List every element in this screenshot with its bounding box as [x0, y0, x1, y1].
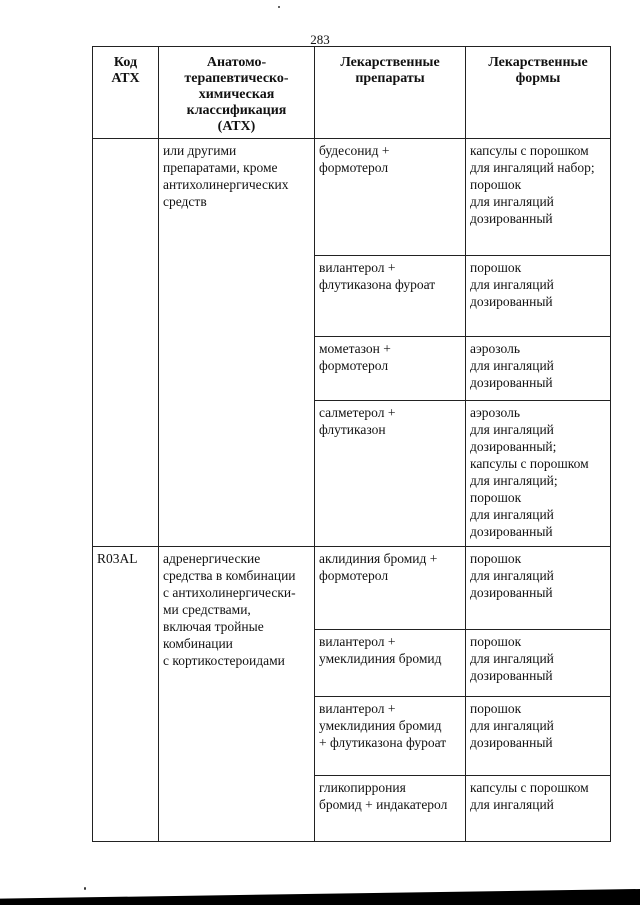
- drug-cell: салметерол + флутиказон: [315, 401, 466, 547]
- table-row: [93, 139, 611, 256]
- drug-cell: аклидиния бромид + формотерол: [315, 547, 466, 630]
- scan-edge-shadow: [0, 889, 640, 905]
- table-row: [93, 547, 611, 630]
- header-atc-code: Код АТХ: [93, 47, 159, 139]
- atc-code-cell: R03AL: [93, 547, 159, 842]
- header-drugs: Лекарственные препараты: [315, 47, 466, 139]
- header-dosage-forms: Лекарственные формы: [466, 47, 611, 139]
- classification-cell: адренергические средства в комбинации с антихолинергически- ми средствами, включая тройные комбинации с кортикостероидами: [159, 547, 315, 842]
- form-cell: капсулы с порошком для ингаляций: [466, 776, 611, 842]
- drug-cell: вилантерол + флутиказона фуроат: [315, 256, 466, 337]
- form-cell: капсулы с порошком для ингаляций набор; порошок для ингаляций дозированный: [466, 139, 611, 256]
- drug-cell: гликопиррония бромид + индакатерол: [315, 776, 466, 842]
- form-cell: аэрозоль для ингаляций дозированный: [466, 337, 611, 401]
- form-cell: порошок для ингаляций дозированный: [466, 630, 611, 697]
- form-cell: аэрозоль для ингаляций дозированный; капсулы с порошком для ингаляций; порошок для ингаляций дозированный: [466, 401, 611, 547]
- scan-speck: [278, 6, 280, 8]
- drug-cell: вилантерол + умеклидиния бромид + флутиказона фуроат: [315, 697, 466, 776]
- form-cell: порошок для ингаляций дозированный: [466, 697, 611, 776]
- classification-cell: или другими препаратами, кроме антихолинергических средств: [159, 139, 315, 547]
- table-header-row: [93, 47, 611, 139]
- form-cell: порошок для ингаляций дозированный: [466, 547, 611, 630]
- page-number: 283: [310, 32, 330, 47]
- drug-cell: мометазон + формотерол: [315, 337, 466, 401]
- drug-cell: будесонид + формотерол: [315, 139, 466, 256]
- header-classification: Анатомо- терапевтическо- химическая классификация (АТХ): [159, 47, 315, 139]
- drug-cell: вилантерол + умеклидиния бромид: [315, 630, 466, 697]
- form-cell: порошок для ингаляций дозированный: [466, 256, 611, 337]
- atc-code-cell: [93, 139, 159, 547]
- scan-speck: [84, 887, 86, 890]
- atc-classification-table: [92, 46, 611, 842]
